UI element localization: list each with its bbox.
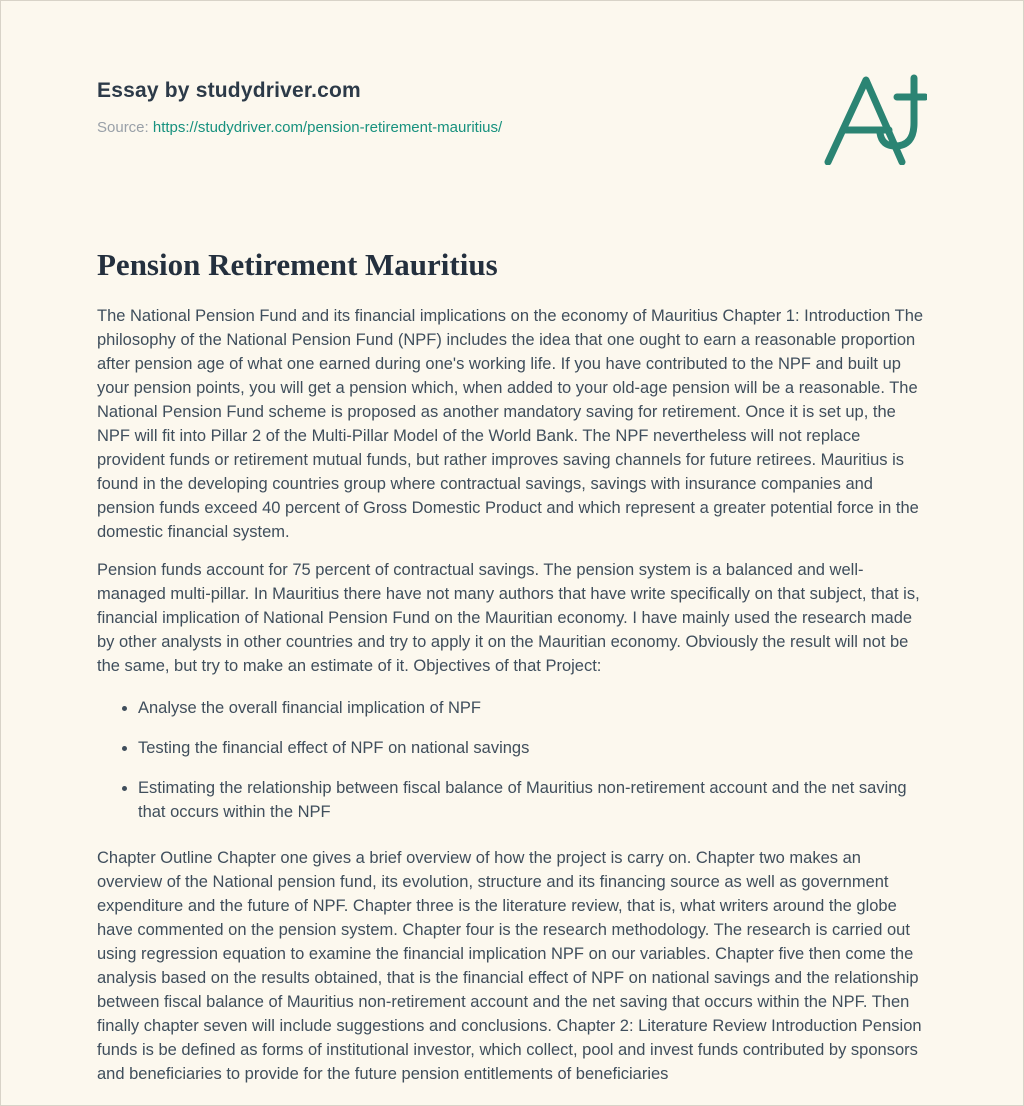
- article-body: [97, 304, 927, 1086]
- essay-by-heading: Essay by studydriver.com: [97, 79, 361, 102]
- article-paragraph: Pension funds account for 75 percent of contractual savings. The pension system is a balanced and well-managed multi-pillar. In Mauritius there have not many authors that have write specifically on that subject, that is, financial implication of National Pension Fund on the Mauritian economy. I have mainly used the research made by other analysts in other countries and try to apply it on the Mauritian economy. Obviously the result will not be the same, but try to make an estimate of it. Objectives of that Project:: [97, 561, 920, 675]
- objectives-list: [97, 696, 927, 824]
- a-plus-logo-icon: [821, 73, 927, 165]
- source-line: [97, 119, 927, 136]
- source-url-link[interactable]: https://studydriver.com/pension-retirement-mauritius/: [152, 119, 503, 136]
- list-item: • Estimating the relationship between fiscal balance of Mauritius non-retirement account and the net saving that occurs within the NPF: [138, 776, 927, 824]
- article-paragraph: The National Pension Fund and its financial implications on the economy of Mauritius Chapter 1: Introduction The philosophy of the National Pension Fund (NPF) includes the idea that one ought to earn a reasonable proportion after pension age of what one earned during one's working life. If you have contributed to the NPF and built up your pension points, you will get a pension which, when added to your old-age pension will be a reasonable. The National Pension Fund scheme is proposed as another mandatory saving for retirement. Once it is set up, the NPF will fit into Pillar 2 of the Multi-Pillar Model of the World Bank. The NPF nevertheless will not replace provident funds or retirement mutual funds, but rather improves saving channels for future retirees. Mauritius is found in the developing countries group where contractual savings, savings with insurance companies and pension funds exceed 40 percent of Gross Domestic Product and which represent a greater potential force in the domestic financial system.: [97, 307, 924, 541]
- article-paragraph: Chapter Outline Chapter one gives a brief overview of how the project is carry on. Chapter two makes an overview of the National pension fund, its evolution, structure and its financing source as well as government expenditure and the future of NPF. Chapter three is the literature review, that is, what writers around the globe have commented on the pension system. Chapter four is the research methodology. The research is carried out using regression equation to examine the financial implication NPF on our variables. Chapter five then come the analysis based on the results obtained, that is the financial effect of NPF on national savings and the relationship between fiscal balance of Mauritius non-retirement account and the net saving that occurs within the NPF. Then finally chapter seven will include suggestions and conclusions. Chapter 2: Literature Review Introduction Pension funds is be defined as forms of institutional investor, which collect, pool and invest funds contributed by sponsors and beneficiaries to provide for the future pension entitlements of beneficiaries: [97, 849, 922, 1083]
- list-item: • Analyse the overall financial implication of NPF: [138, 696, 927, 720]
- page-title: Pension Retirement Mauritius: [97, 247, 498, 282]
- list-item: • Testing the financial effect of NPF on national savings: [138, 736, 927, 760]
- source-label: Source:: [97, 119, 149, 136]
- studydriver-logo-icon: [821, 73, 927, 165]
- page-content: [1, 1, 1023, 1086]
